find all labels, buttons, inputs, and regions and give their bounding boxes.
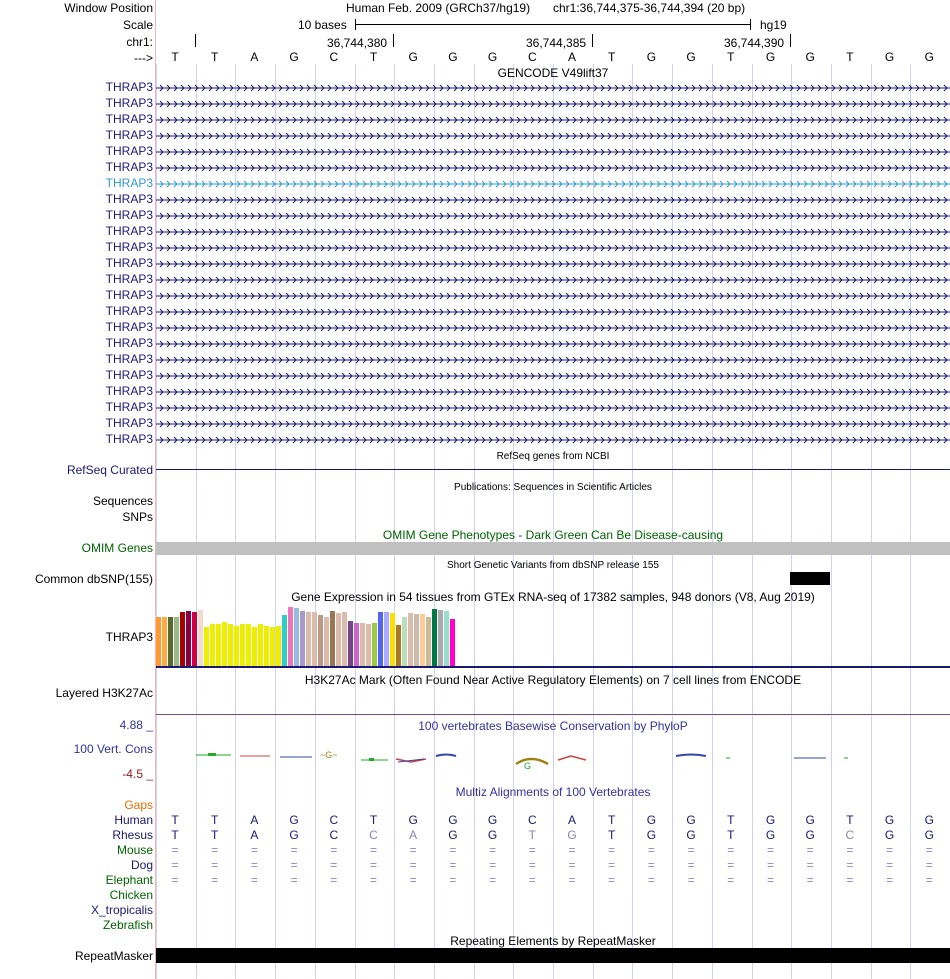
base-letter: G [646,50,657,64]
alignment-base: T [171,813,179,827]
gene-label-thrap3[interactable]: THRAP3 [105,224,153,238]
gtex-tissue-bar [204,627,209,666]
alignment-base: = [687,858,695,872]
gene-label-thrap3[interactable]: THRAP3 [105,144,153,158]
gtex-tissue-bar [378,612,383,666]
alignment-base: A [409,828,418,842]
gtex-tissue-bar [318,615,323,666]
gtex-tissue-bar [402,617,407,666]
gtex-tissue-bar [408,613,413,666]
phylop-mark: ~G~ [320,750,338,760]
gtex-tissue-bar [300,611,305,666]
assembly-title: Human Feb. 2009 (GRCh37/hg19) [346,1,531,15]
alignment-base: G [448,813,458,827]
gtex-tissue-bar [288,607,293,666]
alignment-base: = [330,873,338,887]
ruler-tick [592,34,593,47]
alignment-base: = [687,873,695,887]
alignment-base: = [647,873,655,887]
alignment-base: = [806,843,814,857]
scale-bar-right-tick [750,19,751,30]
conservation-max-label: 4.88 _ [119,718,153,732]
transcript-line [156,229,950,235]
alignment-base: = [290,843,298,857]
gene-label-thrap3[interactable]: THRAP3 [105,128,153,142]
alignment-base: = [171,843,179,857]
alignment-base: = [449,858,457,872]
gtex-tissue-bar [330,611,335,666]
transcript-line [156,85,950,91]
dbsnp-track-title: Short Genetic Variants from dbSNP release 155 [447,560,659,571]
alignment-base: G [448,828,458,842]
base-letter: T [846,50,854,64]
refseq-track-label[interactable]: RefSeq Curated [66,463,153,477]
gtex-tissue-bar [168,617,173,666]
gtex-tissue-bar [366,624,371,666]
alignment-base: G [805,828,815,842]
base-letter: G [487,50,498,64]
gtex-tissue-bar [294,608,299,666]
refseq-gene-line[interactable] [156,469,950,470]
gene-label-thrap3[interactable]: THRAP3 [105,336,153,350]
gtex-tissue-bar [252,627,257,666]
omim-track-title: OMIM Gene Phenotypes - Dark Green Can Be Disease-causing [382,528,724,542]
gtex-tissue-bar [270,627,275,666]
alignment-base: = [766,873,774,887]
phylop-mark [676,755,706,757]
alignment-base: C [845,828,855,842]
transcript-line [156,165,950,171]
transcript-line [156,149,950,155]
gene-label-thrap3[interactable]: THRAP3 [105,80,153,94]
transcript-line [156,133,950,139]
gtex-tissue-bar [216,624,221,666]
alignment-base: T [528,828,536,842]
alignment-base: = [250,873,258,887]
alignment-base: G [487,828,498,842]
gtex-track-label[interactable]: THRAP3 [105,630,153,644]
alignment-base: = [171,873,179,887]
ruler-tick [393,34,394,47]
alignment-base: = [846,873,854,887]
base-letter: T [608,50,616,64]
species-label[interactable]: Rhesus [112,828,153,842]
gene-label-thrap3[interactable]: THRAP3 [105,256,153,270]
alignment-base: G [765,813,776,827]
alignment-base: = [568,873,576,887]
conservation-track-label[interactable]: 100 Vert. Cons [73,742,153,756]
alignment-base: G [765,828,776,842]
alignment-base: A [250,828,259,842]
gtex-tissue-bar [396,625,401,666]
ruler-tick [195,34,196,47]
species-label[interactable]: Zebrafish [102,918,153,932]
alignment-base: = [806,873,814,887]
gtex-expression-chart[interactable] [156,604,950,668]
gene-label-thrap3[interactable]: THRAP3 [105,272,153,286]
strand-label: ---> [134,51,153,65]
alignment-base: G [408,813,418,827]
alignment-base: = [250,858,258,872]
transcript-line [156,421,950,427]
alignment-base: = [608,858,616,872]
alignment-base: = [647,843,655,857]
alignment-base: = [568,843,576,857]
transcript-line [156,261,950,267]
alignment-base: = [727,858,735,872]
gtex-tissue-bar [450,619,455,666]
gene-label-thrap3[interactable]: THRAP3 [105,368,153,382]
alignment-base: T [608,828,616,842]
gtex-tissue-bar [222,622,227,666]
transcript-line [156,309,950,315]
alignment-base: T [727,813,735,827]
gtex-tissue-bar [156,617,161,666]
ruler-coord-3: 36,744,390 [724,36,785,50]
gtex-tissue-bar [342,612,347,666]
gtex-tissue-bar [264,626,269,666]
alignment-base: = [211,843,219,857]
alignment-base: G [805,813,815,827]
gene-label-thrap3[interactable]: THRAP3 [105,304,153,318]
alignment-base: = [489,858,497,872]
gtex-tissue-bar [192,612,197,666]
alignment-base: A [250,813,259,827]
ruler-coord-2: 36,744,385 [526,36,587,50]
alignment-base: = [369,858,377,872]
transcript-line [156,357,950,363]
alignment-base: G [646,828,657,842]
gtex-tissue-bar [312,612,317,666]
gene-label-thrap3[interactable]: THRAP3 [105,352,153,366]
gtex-tissue-bar [306,612,311,666]
base-letter: G [924,50,934,64]
alignment-base: T [171,828,179,842]
transcript-line [156,325,950,331]
base-letter: C [329,50,339,64]
gtex-tissue-bar [234,626,239,666]
transcript-line [156,341,950,347]
phylop-mark [436,755,456,757]
gtex-tissue-bar [282,615,287,666]
gtex-tissue-bar [360,623,365,666]
scale-bar-left-tick [355,19,356,30]
alignment-base: = [608,843,616,857]
gene-label-thrap3[interactable]: THRAP3 [105,160,153,174]
base-letter: G [448,50,458,64]
gtex-tissue-bar [336,613,341,666]
species-label[interactable]: X_tropicalis [90,903,153,917]
species-label[interactable]: Dog [130,858,153,872]
base-letter: G [884,50,895,64]
gaps-label: Gaps [124,798,153,812]
phylop-track-title: 100 vertebrates Basewise Conservation by PhyloP [418,719,688,733]
chrom-label: chr1: [126,35,153,49]
gene-label-thrap3[interactable]: THRAP3 [105,288,153,302]
gtex-tissue-bar [228,624,233,666]
alignment-base: = [925,873,933,887]
base-letter: T [369,50,378,64]
alignment-base: C [329,813,339,827]
base-letter: G [765,50,776,64]
alignment-base: = [568,858,576,872]
omim-track-label[interactable]: OMIM Genes [81,541,153,555]
species-label[interactable]: Chicken [109,888,153,902]
alignment-base: = [608,873,616,887]
gtex-tissue-bar [348,621,353,666]
repeatmasker-track-label[interactable]: RepeatMasker [74,949,153,963]
alignment-base: = [409,873,417,887]
alignment-base: G [686,828,696,842]
alignment-base: T [211,828,219,842]
alignment-base: T [727,828,735,842]
alignment-base: G [567,828,577,842]
alignment-base: C [329,828,339,842]
alignment-base: G [289,828,299,842]
gtex-tissue-bar [414,614,419,666]
ruler-tick [790,34,791,47]
gene-label-thrap3[interactable]: THRAP3 [105,208,153,222]
alignment-base: T [846,813,854,827]
base-letter: T [211,50,219,64]
sequences-track-label[interactable]: Sequences [92,494,153,508]
transcript-line [156,181,950,187]
species-label[interactable]: Mouse [116,843,153,857]
alignment-base: = [171,858,179,872]
gtex-tissue-bar [198,610,203,666]
alignment-base: C [369,828,378,842]
repeatmasker-track-title: Repeating Elements by RepeatMasker [450,934,656,948]
alignment-base: = [886,843,894,857]
gene-label-thrap3[interactable]: THRAP3 [105,240,153,254]
scale-bar-label: 10 bases [298,18,347,32]
repeatmasker-element[interactable] [156,948,950,963]
gene-label-thrap3[interactable]: THRAP3 [105,384,153,398]
transcript-line [156,101,950,107]
transcript-line [156,373,950,379]
phylop-conservation-plot[interactable] [156,748,950,772]
alignment-base: T [211,813,219,827]
alignment-base: G [884,813,895,827]
alignment-base: = [925,858,933,872]
gtex-tissue-bar [240,624,245,666]
alignment-base: = [727,873,735,887]
alignment-base: = [846,843,854,857]
alignment-base: = [806,858,814,872]
alignment-base: = [846,858,854,872]
alignment-base: = [330,858,338,872]
gene-label-thrap3[interactable]: THRAP3 [105,416,153,430]
h3k27ac-baseline [156,714,950,715]
alignment-base: G [924,828,934,842]
alignment-base: = [211,873,219,887]
alignment-base: A [567,813,576,827]
gtex-tissue-bar [186,611,191,666]
alignment-base: = [528,858,536,872]
alignment-base: = [369,843,377,857]
gene-label-thrap3[interactable]: THRAP3 [105,112,153,126]
alignment-base: = [369,873,377,887]
base-letter: A [567,50,576,64]
alignment-base: = [766,858,774,872]
base-letter: T [171,50,179,64]
gtex-tissue-bar [420,614,425,666]
base-letter: A [250,50,259,64]
transcript-line [156,213,950,219]
phylop-mark [558,756,586,760]
snps-track-label[interactable]: SNPs [122,510,153,524]
alignment-base: = [687,843,695,857]
alignment-base: = [449,873,457,887]
alignment-base: = [250,843,258,857]
multiz-track-title: Multiz Alignments of 100 Vertebrates [455,785,651,799]
transcript-line [156,405,950,411]
alignment-base: = [211,858,219,872]
alignment-base: = [886,873,894,887]
transcript-line [156,245,950,251]
alignment-base: = [330,843,338,857]
alignment-base: G [487,813,498,827]
gtex-tissue-bar [438,610,443,666]
gtex-tissue-bar [432,609,437,666]
gtex-tissue-bar [258,624,263,666]
h3k27ac-track-label[interactable]: Layered H3K27Ac [55,686,153,700]
phylop-mark [516,759,548,764]
gtex-tissue-bar [180,612,185,666]
gtex-track-title: Gene Expression in 54 tissues from GTEx RNA-seq of 17382 samples, 948 donors (V8, Aug 2019) [291,590,815,604]
omim-phenotype-bar[interactable] [156,542,950,555]
alignment-base: = [925,843,933,857]
gtex-tissue-bar [162,617,167,666]
gene-label-thrap3[interactable]: THRAP3 [105,192,153,206]
base-letter: G [686,50,696,64]
gtex-tissue-bar [390,613,395,666]
alignment-base: = [409,843,417,857]
alignment-base: = [647,858,655,872]
refseq-track-title: RefSeq genes from NCBI [496,451,610,462]
alignment-base: = [290,873,298,887]
alignment-base: G [924,813,934,827]
transcript-line [156,117,950,123]
gene-label-thrap3[interactable]: THRAP3 [105,400,153,414]
gene-label-thrap3[interactable]: THRAP3 [105,96,153,110]
gtex-tissue-bar [174,617,179,666]
alignment-base: = [766,843,774,857]
gtex-tissue-bar [276,626,281,666]
alignment-base: = [727,843,735,857]
gtex-tissue-bar [384,612,389,666]
conservation-min-label: -4.5 _ [122,767,153,781]
alignment-base: = [449,843,457,857]
scale-db-label: hg19 [760,18,787,32]
h3k27ac-track-title: H3K27Ac Mark (Often Found Near Active Regulatory Elements) on 7 cell lines from ENCODE [304,673,802,687]
alignment-base: G [884,828,895,842]
alignment-base: G [646,813,657,827]
alignment-base: C [527,813,537,827]
alignment-base: = [290,858,298,872]
gencode-transcripts[interactable] [156,80,950,450]
alignment-base: G [686,813,696,827]
transcript-line [156,389,950,395]
species-label[interactable]: Human [114,813,153,827]
gtex-tissue-bar [372,623,377,666]
gtex-tissue-bar [354,623,359,666]
dbsnp-variant[interactable] [790,572,830,585]
position-title: chr1:36,744,375-36,744,394 (20 bp) [553,1,746,15]
gene-label-thrap3[interactable]: THRAP3 [105,320,153,334]
gtex-tissue-bar [246,624,251,666]
alignment-base: = [489,873,497,887]
transcript-line [156,293,950,299]
base-letter: G [805,50,815,64]
track-labels-column [0,0,155,979]
gtex-tissue-bar [444,611,449,666]
transcript-line [156,277,950,283]
gene-label-thrap3[interactable]: THRAP3 [105,432,153,446]
alignment-base: = [489,843,497,857]
publications-track-title: Publications: Sequences in Scientific Articles [454,482,652,493]
base-letter: G [408,50,418,64]
gtex-tissue-bar [210,624,215,666]
base-letter: G [289,50,299,64]
alignment-base: G [289,813,299,827]
phylop-mark: G [524,761,532,771]
transcript-line [156,437,950,443]
ruler-coord-1: 36,744,380 [327,36,388,50]
alignment-base: = [528,843,536,857]
gtex-tissue-bar [426,617,431,666]
alignment-base: T [608,813,616,827]
dbsnp-track-label[interactable]: Common dbSNP(155) [34,572,153,586]
gencode-track-title: GENCODE V49lift37 [497,66,609,80]
alignment-base: = [409,858,417,872]
browser-image[interactable] [156,0,950,979]
base-letter: C [527,50,537,64]
scale-bar [355,24,751,25]
transcript-line [156,197,950,203]
species-label[interactable]: Elephant [105,873,153,887]
gene-label-thrap3[interactable]: THRAP3 [105,176,153,190]
scale-label: Scale [122,18,153,32]
alignment-base: = [886,858,894,872]
window-position-label: Window Position [64,1,153,15]
base-letter: T [727,50,735,64]
alignment-base: T [369,813,378,827]
gtex-tissue-bar [324,617,329,666]
alignment-base: = [528,873,536,887]
